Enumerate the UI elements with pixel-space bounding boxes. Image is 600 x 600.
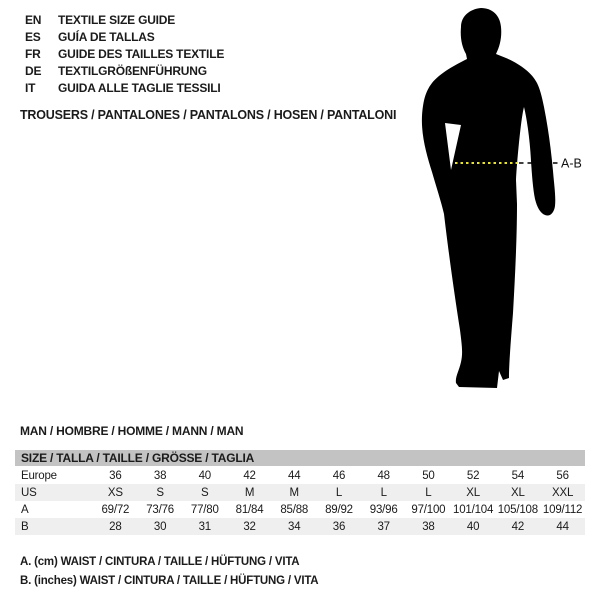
size-value-cell: XL	[510, 486, 525, 499]
size-table-header: SIZE / TALLA / TAILLE / GRÖSSE / TAGLIA	[15, 450, 585, 467]
size-value-cell: 73/76	[146, 503, 174, 516]
size-value-cell: L	[335, 486, 343, 499]
language-code: IT	[25, 81, 36, 95]
size-value-cell: 40	[198, 470, 211, 482]
size-table	[15, 450, 585, 535]
footnotes	[20, 553, 318, 591]
size-value-cell: 37	[377, 520, 390, 533]
language-code: DE	[25, 64, 42, 78]
table-row	[15, 467, 585, 484]
row-label-cell: B	[21, 520, 29, 533]
size-value-cell: XS	[107, 486, 123, 499]
category-title: TROUSERS / PANTALONES / PANTALONS / HOSEN / PANTALONI	[20, 108, 397, 122]
size-value-cell: 42	[243, 470, 256, 482]
size-value-cell: M	[289, 486, 299, 499]
size-value-cell: 32	[243, 520, 256, 533]
size-table-body	[15, 467, 585, 535]
size-value-cell: 109/112	[542, 503, 583, 516]
language-row	[25, 12, 224, 29]
man-silhouette-svg	[400, 0, 600, 392]
size-value-cell: 54	[511, 470, 525, 482]
section-title: MAN / HOMBRE / HOMME / MANN / MAN	[20, 424, 244, 438]
size-value-cell: 36	[332, 520, 346, 533]
language-code: ES	[25, 30, 41, 44]
table-row	[15, 484, 585, 501]
man-silhouette	[422, 8, 555, 388]
size-value-cell: S	[201, 486, 209, 499]
size-value-cell: 44	[288, 470, 301, 482]
language-label: GUIDE DES TAILLES TEXTILE	[58, 47, 225, 61]
footnote-line: A. (cm) WAIST / CINTURA / TAILLE / HÜFTUNG / VITA	[20, 556, 300, 568]
size-value-cell: 50	[422, 470, 435, 482]
man-silhouette-figure	[400, 0, 600, 392]
size-value-cell: 101/104	[453, 503, 494, 516]
size-value-cell: 40	[466, 520, 480, 533]
size-value-cell: 69/72	[101, 503, 130, 516]
size-value-cell: 56	[556, 470, 569, 482]
language-label: TEXTILGRÖßENFÜHRUNG	[58, 64, 207, 78]
size-value-cell: 30	[153, 520, 167, 533]
size-value-cell: 38	[153, 470, 167, 482]
language-row	[25, 80, 224, 97]
language-code: EN	[25, 13, 42, 27]
language-row	[25, 29, 224, 46]
language-list	[25, 12, 224, 97]
size-value-cell: 31	[198, 520, 211, 533]
language-code: FR	[25, 47, 41, 61]
size-value-cell: 85/88	[280, 503, 309, 516]
size-value-cell: 34	[288, 520, 301, 533]
size-value-cell: S	[156, 486, 164, 499]
size-value-cell: 105/108	[497, 503, 538, 516]
language-row	[25, 63, 224, 80]
size-value-cell: 38	[422, 520, 435, 533]
table-row	[15, 501, 585, 518]
size-value-cell: L	[425, 486, 432, 499]
size-value-cell: 48	[377, 470, 390, 482]
footnote-line: B. (inches) WAIST / CINTURA / TAILLE / HÜFTUNG / VITA	[20, 575, 319, 587]
size-value-cell: M	[244, 486, 255, 499]
size-value-cell: 81/84	[235, 503, 264, 516]
size-value-cell: 52	[466, 470, 480, 482]
size-value-cell: XL	[466, 486, 480, 499]
size-value-cell: 28	[109, 520, 122, 533]
size-value-cell: 77/80	[190, 503, 219, 516]
size-table-header-row	[15, 450, 585, 467]
language-label: GUÍA DE TALLAS	[58, 30, 155, 44]
waist-measure-label: A-B	[561, 156, 582, 171]
size-value-cell: 42	[511, 520, 525, 533]
table-row	[15, 518, 585, 535]
row-label-cell: Europe	[21, 470, 57, 482]
size-value-cell: 93/96	[369, 503, 398, 516]
size-value-cell: XXL	[552, 486, 574, 499]
row-label-cell: A	[21, 503, 29, 516]
size-value-cell: 46	[332, 470, 346, 482]
language-label: GUIDA ALLE TAGLIE TESSILI	[58, 81, 221, 95]
size-value-cell: 89/92	[325, 503, 353, 516]
size-value-cell: 44	[556, 520, 569, 533]
size-value-cell: 36	[109, 470, 122, 482]
language-label: TEXTILE SIZE GUIDE	[58, 13, 176, 27]
row-label-cell: US	[21, 486, 37, 499]
language-row	[25, 46, 224, 63]
size-value-cell: 97/100	[411, 503, 446, 516]
size-value-cell: L	[380, 486, 387, 499]
